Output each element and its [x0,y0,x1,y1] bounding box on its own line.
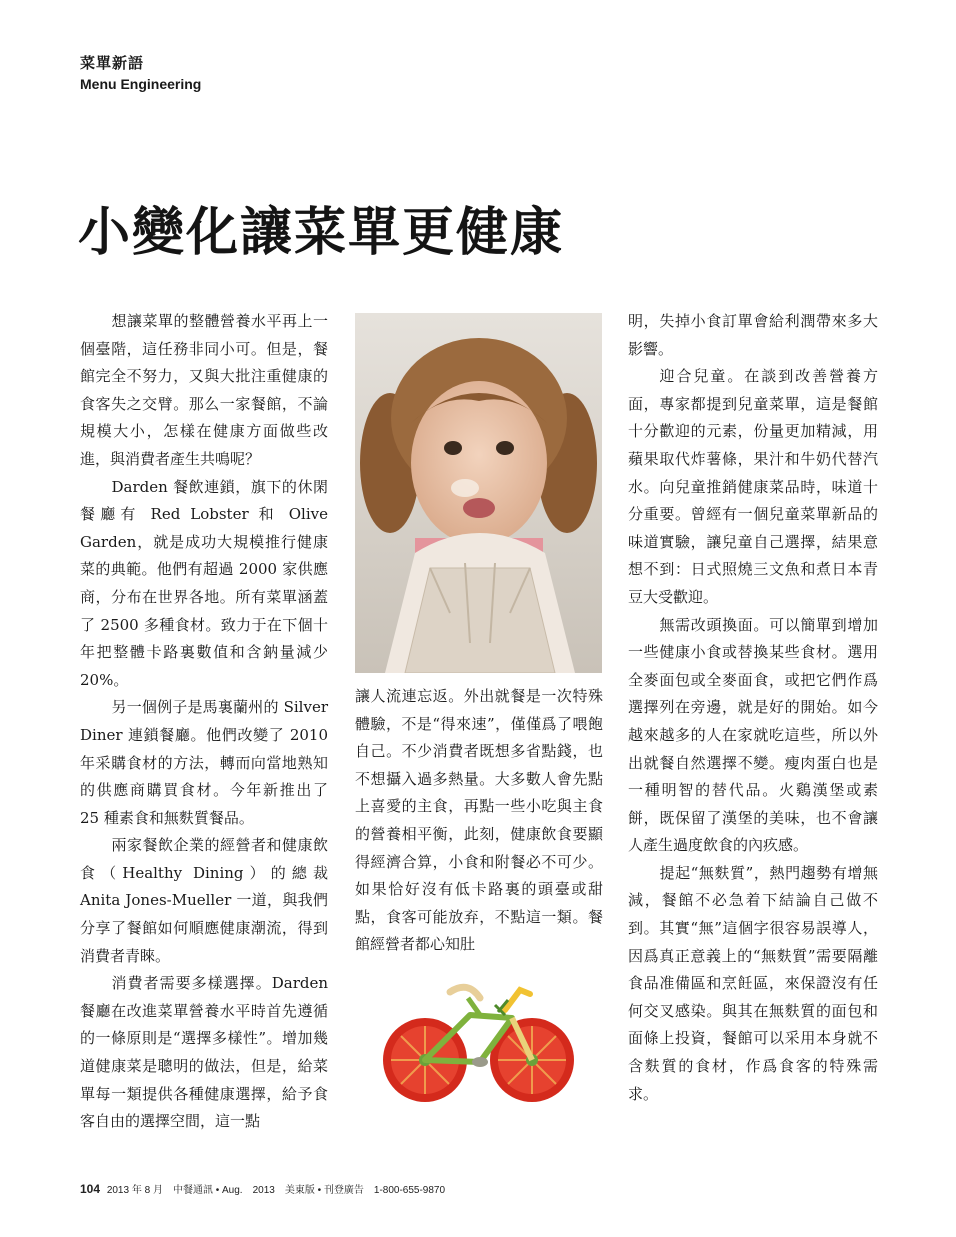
article-column-2 [355,683,603,959]
paragraph: 想讓菜單的整體營養水平再上一個臺階，這任務非同小可。但是，餐館完全不努力，又與大批注重健康的食客失之交臂。那么一家餐館，不論規模大小，怎樣在健康方面做些改進，與消費者產生共鳴呢？ [80,312,328,468]
paragraph: 明，失掉小食訂單會給利潤帶來多大影響。 [628,312,878,358]
page-number: 104 [80,1182,101,1196]
tomato-bicycle-illustration [380,970,580,1105]
footer-text: 2013 年 8 月 中餐通訊 • Aug. 2013 美東版 • 刊登廣告 1-800-655-9870 [106,1185,446,1196]
article-column-3 [628,308,878,1108]
child-with-flour-cake-photo [355,313,602,673]
paragraph: 提起“無麩質”，熱門趨勢有增無減，餐館不必急着下結論自己做不到。其實“無”這個字很容易誤導人，因爲真正意義上的“無麩質”需要隔離食品准備區和烹飪區，來保證沒有任何交叉感染。與其在無麩質的面包和面條上投資，餐館可以采用本身就不含麩質的食材，作爲食客的特殊需求。 [628,863,878,1103]
paragraph: 迎合兒童。在談到改善營養方面，專家都提到兒童菜單，這是餐館十分歡迎的元素，份量更加精減，用蘋果取代炸薯條，果汁和牛奶代替汽水。向兒童推銷健康菜品時，味道十分重要。曾經有一個兒童菜單新品的味道實驗，讓兒童自己選擇，結果意想不到：日式照燒三文魚和煮日本青豆大受歡迎。 [628,367,878,606]
section-label-chinese: 菜單新語 [80,54,145,72]
article-column-1 [80,308,328,1136]
paragraph: 無需改頭換面。可以簡單到增加一些健康小食或替換某些食材。選用全麥面包或全麥面食，或把它們作爲選擇列在旁邊，就是好的開始。如今越來越多的人在家就吃這些，所以外出就餐自然選擇不變。瘦肉蛋白也是一種明智的替代品。火鷄漢堡或素餅，既保留了漢堡的美味，也不會讓人產生過度飲食的內疚感。 [628,615,878,855]
paragraph: 讓人流連忘返。外出就餐是一次特殊體驗，不是“得來速”，僅僅爲了喂飽自己。不少消費者既想多省點錢，也不想攝入過多熱量。大多數人會先點上喜愛的主食，再點一些小吃與主食的營養相平衡，此刻，健康飲食要顯得經濟合算，小食和附餐必不可少。如果恰好沒有低卡路裏的頭臺或甜點，食客可能放弃，不點這一類。餐館經營者都心知肚 [355,687,603,954]
section-label-english: Menu Engineering [80,76,202,92]
article-title: 小變化讓菜單更健康 [78,202,565,263]
paragraph: 消費者需要多樣選擇。Darden 餐廳在改進菜單營養水平時首先遵循的一條原則是“選擇多樣性”。增加幾道健康菜是聰明的做法，但是，給菜單每一類提供各種健康選擇，給予食客自由的選擇空間，這一點 [80,974,328,1131]
paragraph: 另一個例子是馬裏蘭州的 Silver Diner 連鎖餐廳。他們改變了 2010 年采購食材的方法，轉而向當地熟知的供應商購買食材。今年新推出了 25 種素食和無麩質餐品。 [80,698,328,827]
page-footer [80,1181,445,1196]
paragraph: Darden 餐飲連鎖，旗下的休閑餐廳有 Red Lobster 和 Olive Garden，就是成功大規模推行健康菜的典範。他們有超過 2000 家供應商，分布在世界各地。所有菜單涵蓋了 2500 多種食材。致力于在下個十年把整體卡路裏數值和含鈉量減少 20%。 [80,477,328,689]
paragraph: 兩家餐飲企業的經營者和健康飲食（Healthy Dining）的總裁 Anita Jones-Mueller 一道，與我們分享了餐館如何順應健康潮流，得到消費者青睞。 [80,836,328,965]
